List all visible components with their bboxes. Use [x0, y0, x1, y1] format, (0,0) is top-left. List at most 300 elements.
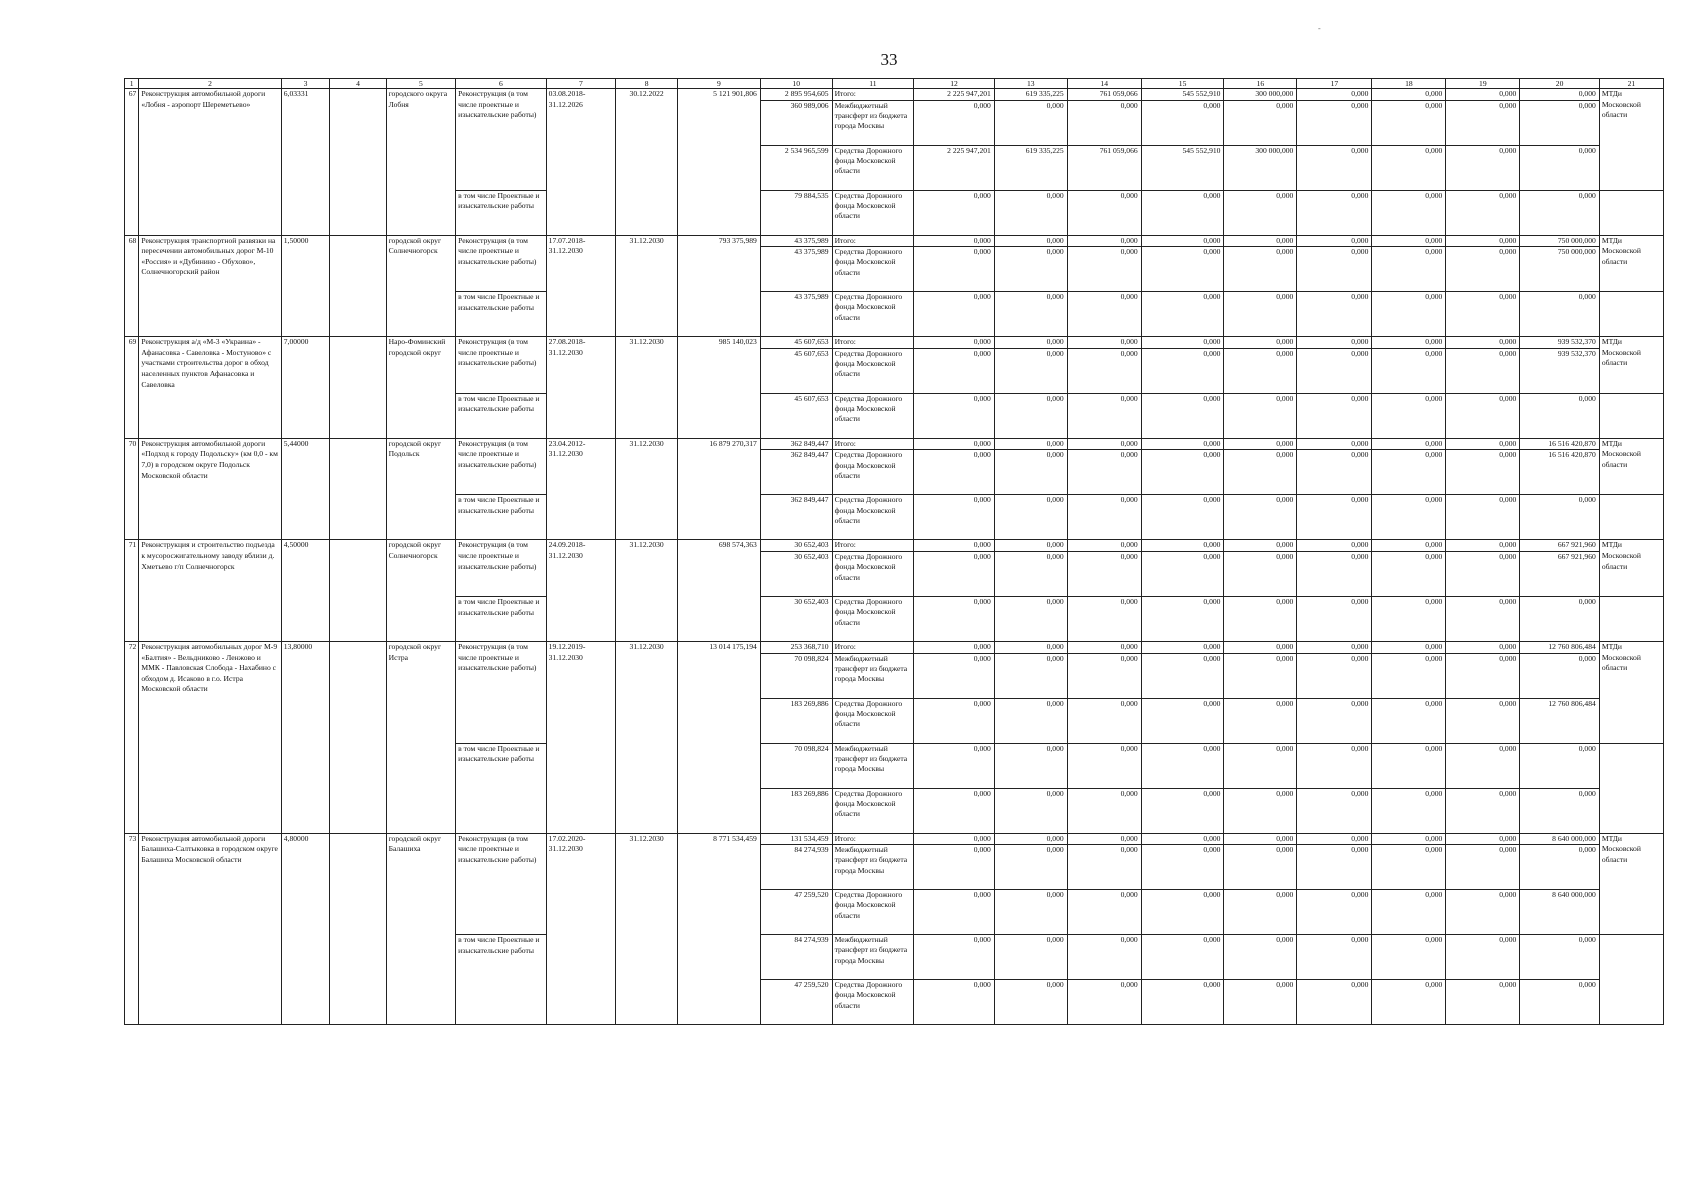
year-value-col-20: 16 516 420,870 [1520, 438, 1599, 450]
object-length: 4,80000 [281, 833, 330, 1025]
funding-total: 131 534,459 [760, 833, 832, 845]
year-value-col-13: 0,000 [994, 596, 1067, 641]
year-value-col-17: 0,000 [1297, 653, 1372, 698]
year-value-col-19: 0,000 [1446, 698, 1520, 743]
column-number-18: 18 [1372, 79, 1446, 89]
total-cost: 793 375,989 [678, 235, 761, 337]
year-value-col-15: 0,000 [1141, 698, 1224, 743]
municipality: городской округ Подольск [386, 438, 456, 540]
municipality: городского округа Лобня [386, 89, 456, 236]
year-value-col-20: 16 516 420,870 [1520, 450, 1599, 495]
budget-table-body [125, 79, 1664, 1025]
year-value-col-20: 0,000 [1520, 100, 1599, 145]
municipality: городской округ Истра [386, 641, 456, 833]
year-value-col-19: 0,000 [1446, 540, 1520, 552]
year-value-col-17: 0,000 [1297, 145, 1372, 190]
year-value-col-18: 0,000 [1372, 100, 1446, 145]
year-value-col-16: 0,000 [1224, 495, 1297, 540]
column-number-19: 19 [1446, 79, 1520, 89]
total-cost: 13 014 175,194 [678, 641, 761, 833]
year-value-col-13: 0,000 [994, 348, 1067, 393]
year-value-col-19: 0,000 [1446, 247, 1520, 292]
year-value-col-20: 0,000 [1520, 393, 1599, 438]
year-value-col-13: 0,000 [994, 698, 1067, 743]
funding-source: Средства Дорожного фонда Московской области [832, 292, 914, 337]
year-value-col-14: 0,000 [1067, 890, 1141, 935]
year-value-col-19: 0,000 [1446, 596, 1520, 641]
funding-total: 45 607,653 [760, 337, 832, 349]
year-value-col-15: 545 552,910 [1141, 145, 1224, 190]
year-value-col-18: 0,000 [1372, 890, 1446, 935]
funding-source: Средства Дорожного фонда Московской области [832, 596, 914, 641]
funding-total: 45 607,653 [760, 348, 832, 393]
year-value-col-16: 0,000 [1224, 890, 1297, 935]
work-type: Реконструкция (в том числе проектные и изыскательские работы) [456, 833, 547, 935]
year-value-col-12: 0,000 [914, 890, 995, 935]
funding-source: Средства Дорожного фонда Московской области [832, 788, 914, 833]
year-value-col-20: 0,000 [1520, 845, 1599, 890]
sub-work-type: в том числе Проектные и изыскательские работы [456, 393, 547, 438]
year-value-col-14: 0,000 [1067, 100, 1141, 145]
year-value-col-14: 761 059,066 [1067, 89, 1141, 101]
year-value-col-16: 0,000 [1224, 596, 1297, 641]
executor: МТДи Московской области [1599, 540, 1663, 597]
year-value-col-19: 0,000 [1446, 393, 1520, 438]
year-value-col-16: 0,000 [1224, 190, 1297, 235]
year-value-col-15: 545 552,910 [1141, 89, 1224, 101]
funding-total: 2 534 965,599 [760, 145, 832, 190]
year-value-col-19: 0,000 [1446, 495, 1520, 540]
commissioning-date: 31.12.2030 [616, 235, 678, 337]
year-value-col-16: 0,000 [1224, 450, 1297, 495]
year-value-col-15: 0,000 [1141, 495, 1224, 540]
page-number: 33 [880, 50, 898, 69]
year-value-col-17: 0,000 [1297, 450, 1372, 495]
column-number-2: 2 [139, 79, 281, 89]
year-value-col-13: 0,000 [994, 337, 1067, 349]
year-value-col-19: 0,000 [1446, 743, 1520, 788]
year-value-col-14: 0,000 [1067, 743, 1141, 788]
year-value-col-13: 0,000 [994, 393, 1067, 438]
year-value-col-15: 0,000 [1141, 935, 1224, 980]
year-value-col-18: 0,000 [1372, 641, 1446, 653]
year-value-col-12: 0,000 [914, 100, 995, 145]
year-value-col-19: 0,000 [1446, 337, 1520, 349]
work-type: Реконструкция (в том числе проектные и изыскательские работы) [456, 438, 547, 495]
year-value-col-17: 0,000 [1297, 495, 1372, 540]
commissioning-date: 31.12.2030 [616, 438, 678, 540]
year-value-col-14: 0,000 [1067, 980, 1141, 1025]
funding-total: 43 375,989 [760, 247, 832, 292]
year-value-col-15: 0,000 [1141, 247, 1224, 292]
year-value-col-20: 0,000 [1520, 788, 1599, 833]
year-value-col-15: 0,000 [1141, 743, 1224, 788]
year-value-col-16: 0,000 [1224, 247, 1297, 292]
year-value-col-19: 0,000 [1446, 348, 1520, 393]
funding-source: Итого: [832, 641, 914, 653]
year-value-col-17: 0,000 [1297, 247, 1372, 292]
year-value-col-15: 0,000 [1141, 292, 1224, 337]
funding-total: 84 274,939 [760, 845, 832, 890]
year-value-col-13: 0,000 [994, 438, 1067, 450]
work-period: 19.12.2019-31.12.2030 [546, 641, 616, 833]
year-value-col-19: 0,000 [1446, 438, 1520, 450]
year-value-col-15: 0,000 [1141, 980, 1224, 1025]
commissioning-date: 30.12.2022 [616, 89, 678, 236]
funding-source: Средства Дорожного фонда Московской области [832, 980, 914, 1025]
year-value-col-18: 0,000 [1372, 292, 1446, 337]
column-4-empty [330, 438, 386, 540]
object-length: 4,50000 [281, 540, 330, 642]
object-length: 7,00000 [281, 337, 330, 439]
year-value-col-14: 0,000 [1067, 698, 1141, 743]
column-number-10: 10 [760, 79, 832, 89]
column-number-5: 5 [386, 79, 456, 89]
year-value-col-17: 0,000 [1297, 337, 1372, 349]
total-cost: 5 121 901,806 [678, 89, 761, 236]
sub-work-type: в том числе Проектные и изыскательские работы [456, 596, 547, 641]
year-value-col-13: 0,000 [994, 980, 1067, 1025]
year-value-col-17: 0,000 [1297, 100, 1372, 145]
funding-total: 45 607,653 [760, 393, 832, 438]
work-type: Реконструкция (в том числе проектные и изыскательские работы) [456, 89, 547, 191]
year-value-col-12: 0,000 [914, 292, 995, 337]
year-value-col-13: 0,000 [994, 292, 1067, 337]
commissioning-date: 31.12.2030 [616, 337, 678, 439]
year-value-col-16: 0,000 [1224, 641, 1297, 653]
year-value-col-12: 0,000 [914, 596, 995, 641]
year-value-col-17: 0,000 [1297, 292, 1372, 337]
year-value-col-16: 0,000 [1224, 980, 1297, 1025]
year-value-col-17: 0,000 [1297, 190, 1372, 235]
year-value-col-13: 0,000 [994, 653, 1067, 698]
total-cost: 985 140,023 [678, 337, 761, 439]
funding-source: Средства Дорожного фонда Московской области [832, 495, 914, 540]
year-value-col-15: 0,000 [1141, 596, 1224, 641]
year-value-col-13: 0,000 [994, 495, 1067, 540]
year-value-col-18: 0,000 [1372, 393, 1446, 438]
year-value-col-18: 0,000 [1372, 438, 1446, 450]
year-value-col-20: 12 760 806,484 [1520, 698, 1599, 743]
year-value-col-15: 0,000 [1141, 235, 1224, 247]
municipality: городской округ Солнечногорск [386, 235, 456, 337]
year-value-col-18: 0,000 [1372, 935, 1446, 980]
work-period: 27.08.2018-31.12.2030 [546, 337, 616, 439]
year-value-col-16: 0,000 [1224, 348, 1297, 393]
funding-total: 360 989,006 [760, 100, 832, 145]
year-value-col-19: 0,000 [1446, 845, 1520, 890]
year-value-col-16: 300 000,000 [1224, 89, 1297, 101]
executor-empty [1599, 743, 1663, 833]
year-value-col-14: 0,000 [1067, 833, 1141, 845]
year-value-col-17: 0,000 [1297, 393, 1372, 438]
table-row [125, 833, 1664, 845]
funding-total: 43 375,989 [760, 235, 832, 247]
year-value-col-14: 0,000 [1067, 348, 1141, 393]
executor-empty [1599, 596, 1663, 641]
sub-work-type: в том числе Проектные и изыскательские работы [456, 743, 547, 833]
column-number-15: 15 [1141, 79, 1224, 89]
work-period: 24.09.2018-31.12.2030 [546, 540, 616, 642]
year-value-col-20: 8 640 000,000 [1520, 890, 1599, 935]
sub-work-type: в том числе Проектные и изыскательские работы [456, 495, 547, 540]
year-value-col-12: 0,000 [914, 698, 995, 743]
funding-source: Средства Дорожного фонда Московской области [832, 698, 914, 743]
column-number-3: 3 [281, 79, 330, 89]
year-value-col-16: 0,000 [1224, 292, 1297, 337]
year-value-col-18: 0,000 [1372, 596, 1446, 641]
year-value-col-15: 0,000 [1141, 653, 1224, 698]
year-value-col-20: 939 532,370 [1520, 337, 1599, 349]
year-value-col-18: 0,000 [1372, 495, 1446, 540]
year-value-col-13: 0,000 [994, 935, 1067, 980]
funding-total: 70 098,824 [760, 653, 832, 698]
year-value-col-18: 0,000 [1372, 653, 1446, 698]
year-value-col-17: 0,000 [1297, 698, 1372, 743]
year-value-col-18: 0,000 [1372, 190, 1446, 235]
year-value-col-16: 0,000 [1224, 100, 1297, 145]
year-value-col-17: 0,000 [1297, 833, 1372, 845]
year-value-col-20: 0,000 [1520, 495, 1599, 540]
funding-total: 47 259,520 [760, 890, 832, 935]
year-value-col-12: 0,000 [914, 788, 995, 833]
column-4-empty [330, 235, 386, 337]
table-row [125, 235, 1664, 247]
table-row [125, 89, 1664, 101]
funding-source: Средства Дорожного фонда Московской области [832, 247, 914, 292]
funding-total: 30 652,403 [760, 596, 832, 641]
year-value-col-12: 0,000 [914, 438, 995, 450]
year-value-col-20: 12 760 806,484 [1520, 641, 1599, 653]
year-value-col-13: 0,000 [994, 235, 1067, 247]
work-period: 17.07.2018-31.12.2030 [546, 235, 616, 337]
year-value-col-14: 0,000 [1067, 190, 1141, 235]
year-value-col-12: 0,000 [914, 540, 995, 552]
column-number-16: 16 [1224, 79, 1297, 89]
year-value-col-16: 0,000 [1224, 788, 1297, 833]
column-number-21: 21 [1599, 79, 1663, 89]
funding-source: Итого: [832, 438, 914, 450]
object-name: Реконструкция а/д «М-3 «Украина» - Афанасовка - Савеловка - Мостуново» с участками строительства дорог в обход населенных пунктов Афанасовка и Савеловка [139, 337, 281, 439]
executor: МТДи Московской области [1599, 833, 1663, 935]
row-number: 71 [125, 540, 139, 642]
year-value-col-18: 0,000 [1372, 788, 1446, 833]
commissioning-date: 31.12.2030 [616, 833, 678, 1025]
object-length: 1,50000 [281, 235, 330, 337]
column-4-empty [330, 540, 386, 642]
year-value-col-18: 0,000 [1372, 743, 1446, 788]
year-value-col-20: 667 921,960 [1520, 551, 1599, 596]
year-value-col-19: 0,000 [1446, 641, 1520, 653]
funding-source: Средства Дорожного фонда Московской области [832, 393, 914, 438]
column-4-empty [330, 337, 386, 439]
year-value-col-19: 0,000 [1446, 890, 1520, 935]
row-number: 68 [125, 235, 139, 337]
work-period: 23.04.2012-31.12.2030 [546, 438, 616, 540]
object-name: Реконструкция автомобильной дороги Балашиха-Салтыковка в городском округе Балашиха Московской области [139, 833, 281, 1025]
year-value-col-12: 0,000 [914, 235, 995, 247]
column-number-11: 11 [832, 79, 914, 89]
year-value-col-19: 0,000 [1446, 100, 1520, 145]
year-value-col-15: 0,000 [1141, 438, 1224, 450]
year-value-col-17: 0,000 [1297, 935, 1372, 980]
year-value-col-19: 0,000 [1446, 190, 1520, 235]
year-value-col-12: 0,000 [914, 190, 995, 235]
funding-source: Итого: [832, 337, 914, 349]
executor-empty [1599, 292, 1663, 337]
year-value-col-13: 0,000 [994, 788, 1067, 833]
total-cost: 16 879 270,317 [678, 438, 761, 540]
year-value-col-12: 0,000 [914, 495, 995, 540]
commissioning-date: 31.12.2030 [616, 641, 678, 833]
object-length: 5,44000 [281, 438, 330, 540]
year-value-col-16: 0,000 [1224, 935, 1297, 980]
work-type: Реконструкция (в том числе проектные и изыскательские работы) [456, 641, 547, 743]
year-value-col-14: 0,000 [1067, 235, 1141, 247]
year-value-col-19: 0,000 [1446, 935, 1520, 980]
row-number: 73 [125, 833, 139, 1025]
municipality: Наро-Фоминский городской округ [386, 337, 456, 439]
year-value-col-13: 619 335,225 [994, 89, 1067, 101]
year-value-col-17: 0,000 [1297, 551, 1372, 596]
year-value-col-18: 0,000 [1372, 145, 1446, 190]
year-value-col-15: 0,000 [1141, 641, 1224, 653]
year-value-col-19: 0,000 [1446, 788, 1520, 833]
year-value-col-15: 0,000 [1141, 100, 1224, 145]
object-name: Реконструкция автомобильных дорог М-9 «Балтия» - Вельдниково - Ленжово и ММК - Павловская Слобода - Нахабино с обходом д. Исаково в г.о. Истра Московской области [139, 641, 281, 833]
year-value-col-20: 0,000 [1520, 743, 1599, 788]
year-value-col-17: 0,000 [1297, 980, 1372, 1025]
work-type: Реконструкция (в том числе проектные и изыскательские работы) [456, 235, 547, 292]
year-value-col-16: 0,000 [1224, 698, 1297, 743]
year-value-col-18: 0,000 [1372, 833, 1446, 845]
year-value-col-16: 0,000 [1224, 845, 1297, 890]
year-value-col-13: 0,000 [994, 845, 1067, 890]
funding-source: Итого: [832, 89, 914, 101]
year-value-col-17: 0,000 [1297, 845, 1372, 890]
year-value-col-20: 0,000 [1520, 935, 1599, 980]
executor: МТДи Московской области [1599, 641, 1663, 743]
year-value-col-17: 0,000 [1297, 641, 1372, 653]
year-value-col-13: 0,000 [994, 551, 1067, 596]
year-value-col-15: 0,000 [1141, 833, 1224, 845]
year-value-col-18: 0,000 [1372, 337, 1446, 349]
year-value-col-15: 0,000 [1141, 845, 1224, 890]
funding-source: Средства Дорожного фонда Московской области [832, 450, 914, 495]
executor: МТДи Московской области [1599, 89, 1663, 191]
year-value-col-15: 0,000 [1141, 190, 1224, 235]
year-value-col-14: 0,000 [1067, 438, 1141, 450]
column-number-13: 13 [994, 79, 1067, 89]
year-value-col-15: 0,000 [1141, 540, 1224, 552]
executor-empty [1599, 935, 1663, 1025]
column-number-4: 4 [330, 79, 386, 89]
year-value-col-17: 0,000 [1297, 89, 1372, 101]
funding-total: 30 652,403 [760, 551, 832, 596]
table-row [125, 337, 1664, 349]
year-value-col-16: 0,000 [1224, 337, 1297, 349]
year-value-col-18: 0,000 [1372, 348, 1446, 393]
work-period: 17.02.2020-31.12.2030 [546, 833, 616, 1025]
row-number: 70 [125, 438, 139, 540]
year-value-col-18: 0,000 [1372, 540, 1446, 552]
funding-total: 70 098,824 [760, 743, 832, 788]
year-value-col-19: 0,000 [1446, 89, 1520, 101]
funding-source: Межбюджетный трансферт из бюджета города Москвы [832, 845, 914, 890]
year-value-col-14: 0,000 [1067, 540, 1141, 552]
funding-source: Итого: [832, 540, 914, 552]
year-value-col-20: 0,000 [1520, 145, 1599, 190]
year-value-col-20: 0,000 [1520, 89, 1599, 101]
year-value-col-16: 0,000 [1224, 438, 1297, 450]
table-row [125, 540, 1664, 552]
funding-total: 2 895 954,605 [760, 89, 832, 101]
year-value-col-20: 939 532,370 [1520, 348, 1599, 393]
year-value-col-19: 0,000 [1446, 551, 1520, 596]
work-type: Реконструкция (в том числе проектные и изыскательские работы) [456, 337, 547, 394]
year-value-col-17: 0,000 [1297, 438, 1372, 450]
column-number-14: 14 [1067, 79, 1141, 89]
work-period: 03.08.2018-31.12.2026 [546, 89, 616, 236]
executor: МТДи Московской области [1599, 235, 1663, 292]
column-4-empty [330, 641, 386, 833]
year-value-col-14: 0,000 [1067, 845, 1141, 890]
year-value-col-20: 0,000 [1520, 292, 1599, 337]
year-value-col-15: 0,000 [1141, 450, 1224, 495]
column-number-9: 9 [678, 79, 761, 89]
year-value-col-17: 0,000 [1297, 348, 1372, 393]
year-value-col-17: 0,000 [1297, 596, 1372, 641]
year-value-col-15: 0,000 [1141, 788, 1224, 833]
funding-source: Межбюджетный трансферт из бюджета города Москвы [832, 743, 914, 788]
year-value-col-12: 2 225 947,201 [914, 145, 995, 190]
year-value-col-16: 0,000 [1224, 551, 1297, 596]
year-value-col-20: 0,000 [1520, 190, 1599, 235]
column-number-7: 7 [546, 79, 616, 89]
year-value-col-15: 0,000 [1141, 348, 1224, 393]
column-number-20: 20 [1520, 79, 1599, 89]
executor-empty [1599, 495, 1663, 540]
year-value-col-14: 0,000 [1067, 450, 1141, 495]
column-number-1: 1 [125, 79, 139, 89]
year-value-col-16: 0,000 [1224, 743, 1297, 788]
year-value-col-13: 0,000 [994, 540, 1067, 552]
year-value-col-12: 0,000 [914, 551, 995, 596]
row-number: 67 [125, 89, 139, 236]
year-value-col-13: 0,000 [994, 833, 1067, 845]
funding-total: 362 849,447 [760, 495, 832, 540]
object-length: 13,80000 [281, 641, 330, 833]
year-value-col-19: 0,000 [1446, 653, 1520, 698]
funding-total: 84 274,939 [760, 935, 832, 980]
funding-source: Средства Дорожного фонда Московской области [832, 890, 914, 935]
row-number: 69 [125, 337, 139, 439]
year-value-col-19: 0,000 [1446, 980, 1520, 1025]
year-value-col-18: 0,000 [1372, 89, 1446, 101]
year-value-col-12: 0,000 [914, 641, 995, 653]
year-value-col-12: 0,000 [914, 450, 995, 495]
year-value-col-15: 0,000 [1141, 890, 1224, 935]
year-value-col-14: 0,000 [1067, 292, 1141, 337]
year-value-col-18: 0,000 [1372, 845, 1446, 890]
year-value-col-16: 0,000 [1224, 393, 1297, 438]
year-value-col-20: 0,000 [1520, 653, 1599, 698]
year-value-col-14: 0,000 [1067, 495, 1141, 540]
year-value-col-14: 0,000 [1067, 337, 1141, 349]
object-name: Реконструкция автомобильной дороги «Подход к городу Подольску» (км 0,0 - км 7,0) в городском округе Подольск Московской области [139, 438, 281, 540]
funding-source: Средства Дорожного фонда Московской области [832, 348, 914, 393]
year-value-col-14: 0,000 [1067, 641, 1141, 653]
